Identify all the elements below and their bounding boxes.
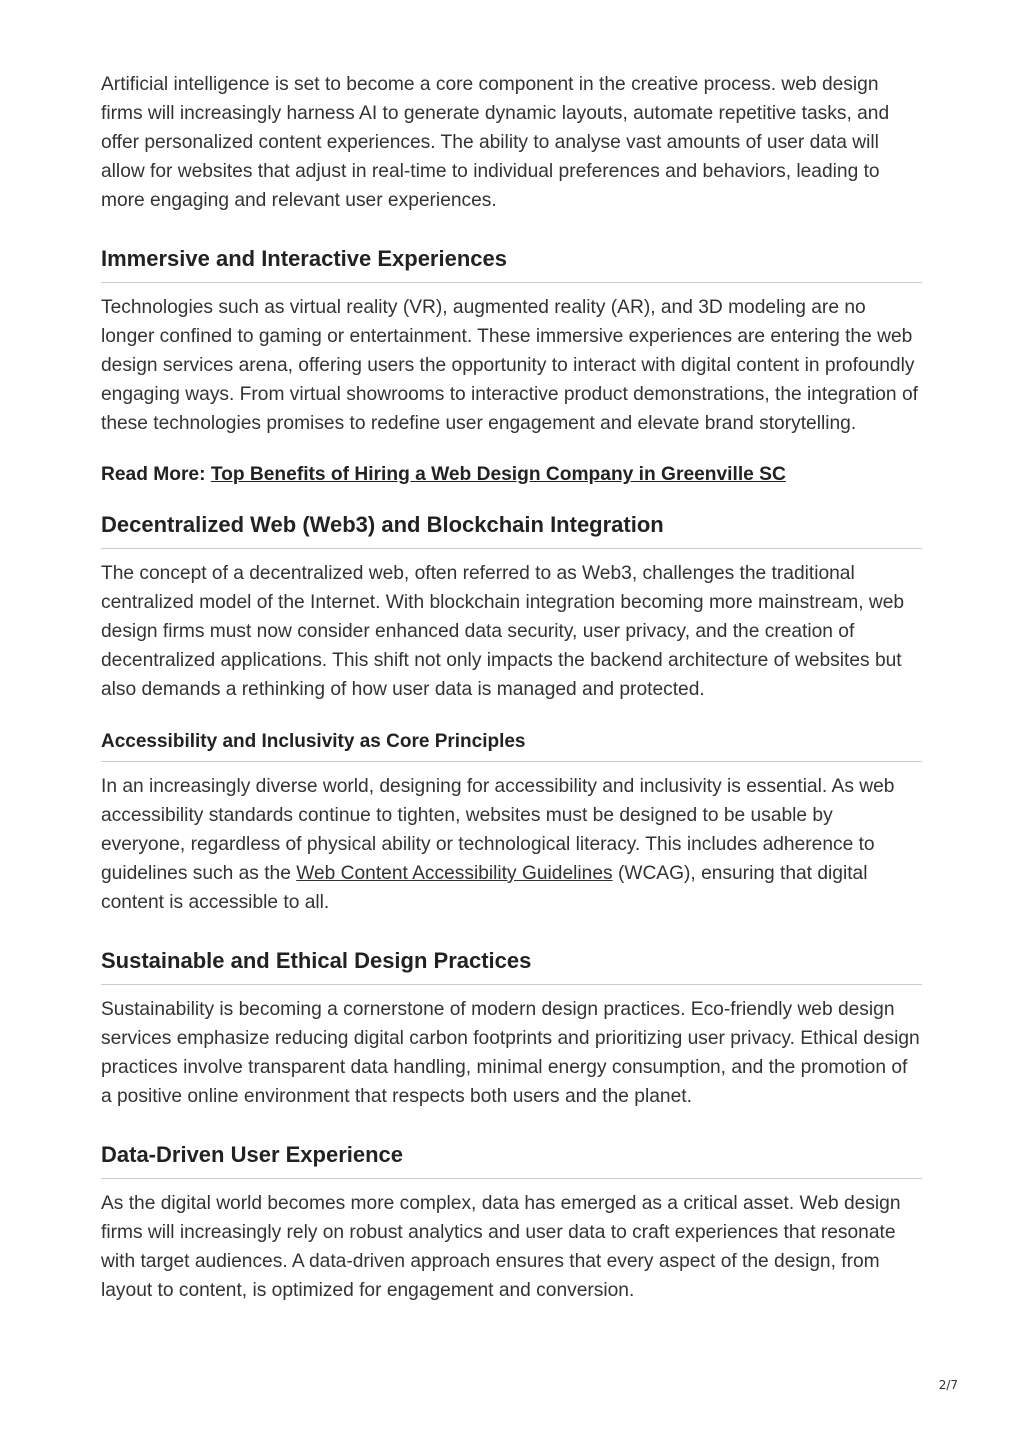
paragraph-accessibility <box>101 772 922 917</box>
wcag-link[interactable]: Web Content Accessibility Guidelines <box>296 863 613 884</box>
paragraph-data-driven-ux: As the digital world becomes more complex, data has emerged as a critical asset. Web design firms will increasingly rely on robust analytics and user data to craft experiences that resonate with target audiences. A data-driven approach ensures that every aspect of the design, from layout to content, is optimized for engagement and conversion. <box>101 1193 901 1301</box>
heading-sustainable-design: Sustainable and Ethical Design Practices <box>101 947 922 985</box>
read-more-label: Read More: <box>101 464 211 485</box>
heading-immersive-experiences: Immersive and Interactive Experiences <box>101 245 922 283</box>
heading-accessibility: Accessibility and Inclusivity as Core Principles <box>101 730 922 762</box>
heading-data-driven-ux: Data-Driven User Experience <box>101 1141 922 1179</box>
accessibility-text-before-link: In an increasingly diverse world, designing for accessibility and inclusivity is essential. As web accessibility standards continue to tighten, websites must be designed to be usable by everyone, regardless of physical ability or technological literacy. This includes adherence to guidelines such as the <box>101 776 895 884</box>
intro-paragraph: Artificial intelligence is set to become a core component in the creative process. web design firms will increasingly harness AI to generate dynamic layouts, automate repetitive tasks, and offer personalized content experiences. The ability to analyse vast amounts of user data will allow for websites that adjust in real-time to individual preferences and behaviors, leading to more engaging and relevant user experiences. <box>101 74 890 211</box>
paragraph-decentralized-web: The concept of a decentralized web, often referred to as Web3, challenges the traditional centralized model of the Internet. With blockchain integration becoming more mainstream, web design firms must now consider enhanced data security, user privacy, and the creation of decentralized applications. This shift not only impacts the backend architecture of websites but also demands a rethinking of how user data is managed and protected. <box>101 563 905 700</box>
read-more-line <box>101 460 922 489</box>
paragraph-immersive-experiences: Technologies such as virtual reality (VR), augmented reality (AR), and 3D modeling are no longer confined to gaming or entertainment. These immersive experiences are entering the web design services arena, offering users the opportunity to interact with digital content in profoundly engaging ways. From virtual showrooms to interactive product demonstrations, the integration of these technologies promises to redefine user engagement and elevate brand storytelling. <box>101 297 918 434</box>
page-number: 2/7 <box>938 1378 958 1392</box>
accessibility-text-after-link: (WCAG), ensuring that digital content is accessible to all. <box>101 863 868 913</box>
read-more-link[interactable]: Top Benefits of Hiring a Web Design Company in Greenville SC <box>210 464 786 485</box>
paragraph-sustainable-design: Sustainability is becoming a cornerstone of modern design practices. Eco-friendly web design services emphasize reducing digital carbon footprints and prioritizing user privacy. Ethical design practices involve transparent data handling, minimal energy consumption, and the promotion of a positive online environment that respects both users and the planet. <box>101 999 920 1107</box>
document-page <box>101 70 922 1305</box>
heading-decentralized-web: Decentralized Web (Web3) and Blockchain Integration <box>101 511 922 549</box>
